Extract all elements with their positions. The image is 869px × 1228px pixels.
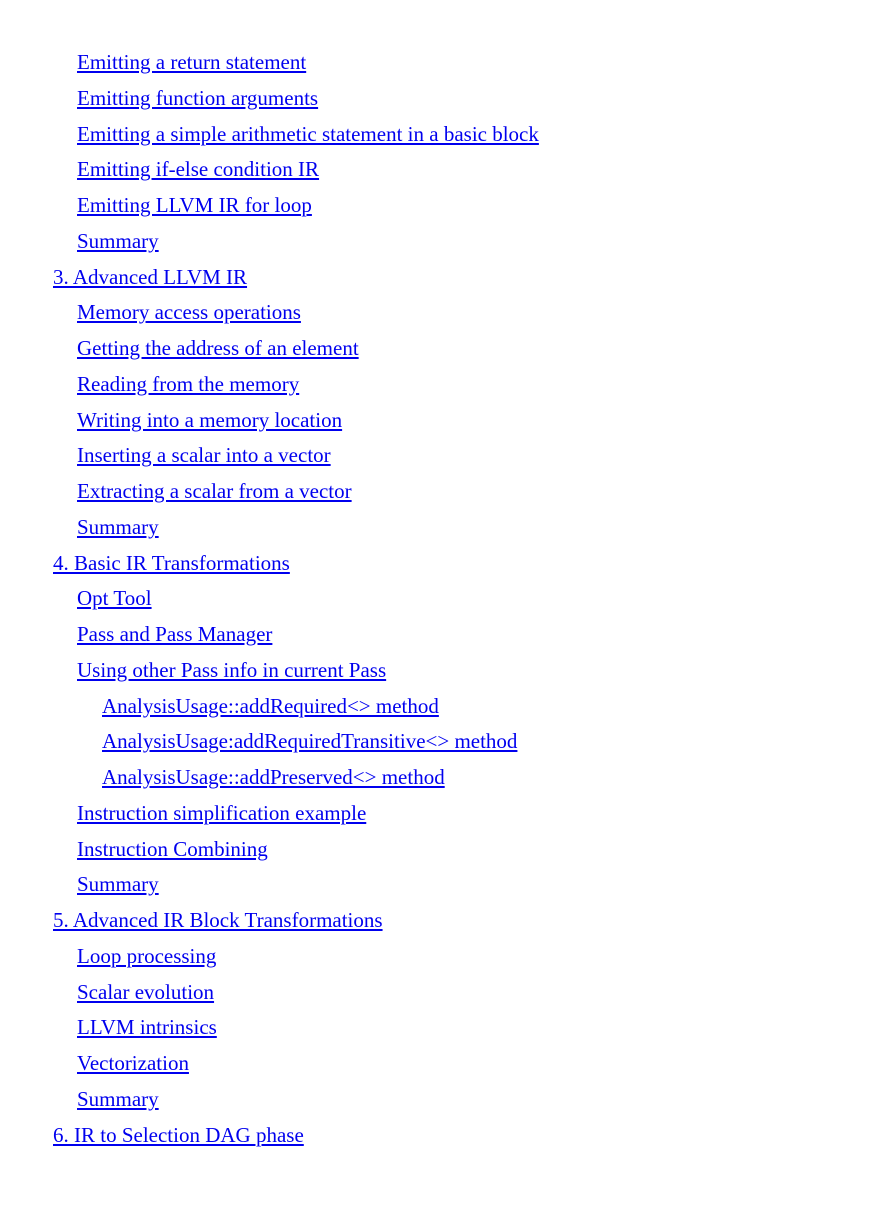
toc-section <box>0 224 869 260</box>
toc-section-link[interactable]: Inserting a scalar into a vector <box>77 443 331 468</box>
toc-section-link[interactable]: Extracting a scalar from a vector <box>77 479 352 503</box>
toc-section <box>0 1010 869 1046</box>
toc-section <box>0 1082 869 1118</box>
toc-section <box>0 295 869 331</box>
toc-section <box>0 617 869 653</box>
toc-subsection-link[interactable]: AnalysisUsage:addRequiredTransitive<> method <box>102 729 518 754</box>
toc-section-link[interactable]: Using other Pass info in current Pass <box>77 657 387 682</box>
toc-subsection-link[interactable]: AnalysisUsage::addPreserved<> method <box>102 765 445 789</box>
toc-section-link[interactable]: Memory access operations <box>77 300 301 325</box>
toc-section-link[interactable]: Emitting a return statement <box>77 50 307 74</box>
toc-section-link[interactable]: Emitting a simple arithmetic statement in a basic block <box>77 121 539 146</box>
toc-section <box>0 832 869 868</box>
toc-chapter <box>0 260 869 296</box>
toc-chapter-link[interactable]: 6. IR to Selection DAG phase <box>53 1122 304 1147</box>
toc-section-link[interactable]: Emitting LLVM IR for loop <box>77 193 312 217</box>
toc-section <box>0 474 869 510</box>
toc-section <box>0 81 869 117</box>
toc-chapter-link[interactable]: 4. Basic IR Transformations <box>53 550 290 575</box>
toc-subsection <box>0 689 869 725</box>
toc-section <box>0 403 869 439</box>
toc-chapter <box>0 546 869 582</box>
toc-section-link[interactable]: Summary <box>77 1086 159 1111</box>
toc-section-link[interactable]: Emitting function arguments <box>77 85 319 110</box>
toc-section <box>0 45 869 81</box>
toc-chapter <box>0 1118 869 1154</box>
toc-section <box>0 975 869 1011</box>
toc-section <box>0 510 869 546</box>
toc-section <box>0 939 869 975</box>
toc-subsection <box>0 724 869 760</box>
toc-section-link[interactable]: Summary <box>77 228 159 253</box>
toc-section-link[interactable]: Writing into a memory location <box>77 407 343 432</box>
toc-section-link[interactable]: Pass and Pass Manager <box>77 622 273 646</box>
toc-section <box>0 867 869 903</box>
toc-section <box>0 1046 869 1082</box>
toc-subsection <box>0 760 869 796</box>
toc-section-link[interactable]: Summary <box>77 872 159 897</box>
toc-section-link[interactable]: Opt Tool <box>77 586 152 611</box>
toc-section-link[interactable]: Instruction simplification example <box>77 800 367 825</box>
toc-section <box>0 188 869 224</box>
toc-section-link[interactable]: Getting the address of an element <box>77 336 359 360</box>
toc-section <box>0 152 869 188</box>
toc-section-link[interactable]: Vectorization <box>77 1051 189 1075</box>
toc-section <box>0 438 869 474</box>
toc-section <box>0 367 869 403</box>
toc-chapter <box>0 903 869 939</box>
toc-section <box>0 796 869 832</box>
toc-section <box>0 117 869 153</box>
toc-section <box>0 331 869 367</box>
toc-section-link[interactable]: Emitting if-else condition IR <box>77 157 320 182</box>
toc-subsection-link[interactable]: AnalysisUsage::addRequired<> method <box>102 693 439 718</box>
toc-chapter-link[interactable]: 3. Advanced LLVM IR <box>53 264 248 289</box>
toc-section <box>0 581 869 617</box>
toc-section-link[interactable]: Instruction Combining <box>77 836 268 861</box>
toc-section <box>0 653 869 689</box>
table-of-contents <box>0 45 869 1153</box>
toc-section-link[interactable]: Loop processing <box>77 943 217 968</box>
toc-chapter-link[interactable]: 5. Advanced IR Block Transformations <box>53 908 383 932</box>
toc-section-link[interactable]: LLVM intrinsics <box>77 1015 217 1040</box>
toc-section-link[interactable]: Reading from the memory <box>77 371 300 396</box>
toc-section-link[interactable]: Summary <box>77 514 159 539</box>
toc-section-link[interactable]: Scalar evolution <box>77 979 215 1004</box>
